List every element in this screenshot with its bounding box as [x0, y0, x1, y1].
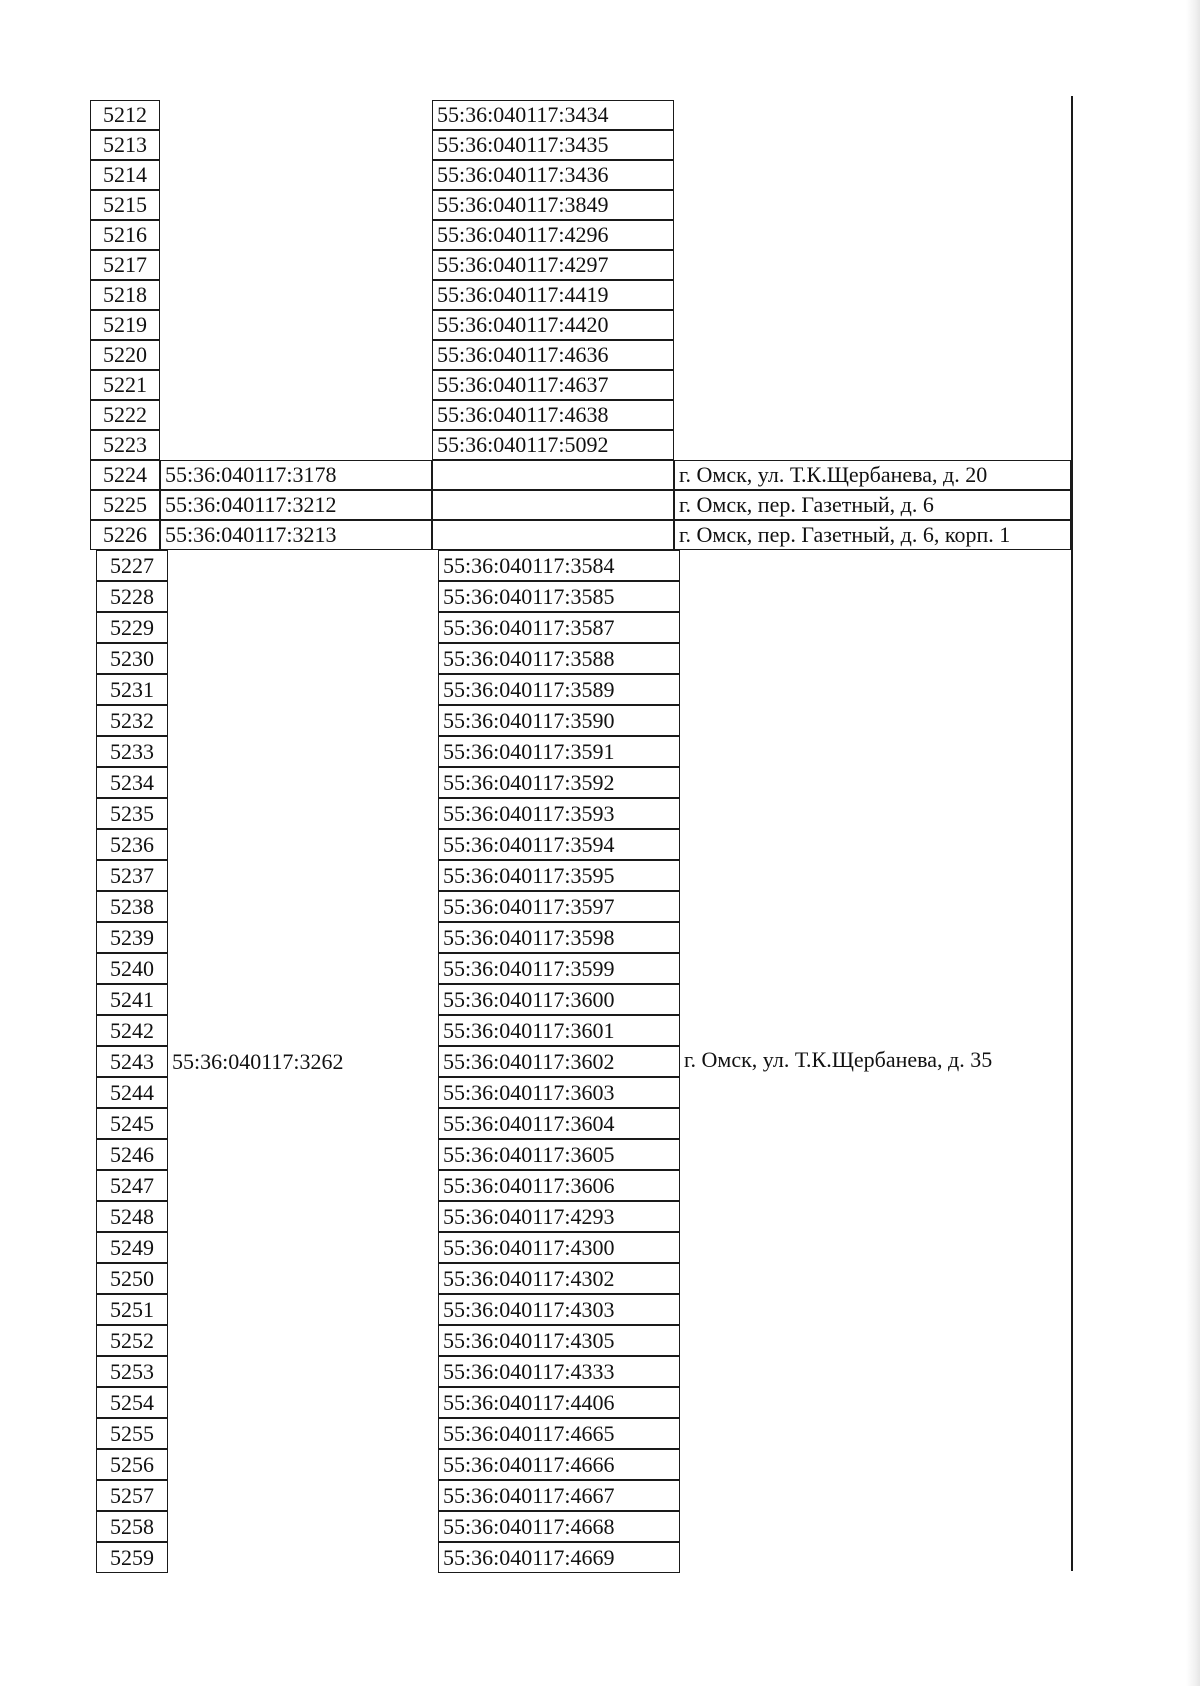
row-number: 5227 — [96, 550, 168, 581]
room-cadastral-id: 55:36:040117:3600 — [438, 984, 680, 1015]
row-number: 5232 — [96, 705, 168, 736]
row-number: 5251 — [96, 1294, 168, 1325]
room-cadastral-id: 55:36:040117:3591 — [438, 736, 680, 767]
room-cadastral-id: 55:36:040117:3593 — [438, 798, 680, 829]
row-number: 5224 — [90, 460, 160, 490]
row-number: 5216 — [90, 220, 160, 250]
address-cell: г. Омск, пер. Газетный, д. 6, корп. 1 — [674, 520, 1071, 550]
row-number: 5233 — [96, 736, 168, 767]
row-number: 5256 — [96, 1449, 168, 1480]
row-number: 5220 — [90, 340, 160, 370]
row-number: 5215 — [90, 190, 160, 220]
room-cadastral-id: 55:36:040117:4666 — [438, 1449, 680, 1480]
row-number: 5237 — [96, 860, 168, 891]
room-cadastral-id: 55:36:040117:4302 — [438, 1263, 680, 1294]
room-cadastral-id: 55:36:040117:4303 — [438, 1294, 680, 1325]
room-cadastral-id: 55:36:040117:3590 — [438, 705, 680, 736]
empty-room-cell — [432, 490, 674, 520]
room-cadastral-id: 55:36:040117:3603 — [438, 1077, 680, 1108]
row-number: 5219 — [90, 310, 160, 340]
room-cadastral-id: 55:36:040117:4637 — [432, 370, 674, 400]
row-number: 5229 — [96, 612, 168, 643]
room-cadastral-id: 55:36:040117:3605 — [438, 1139, 680, 1170]
room-cadastral-id: 55:36:040117:3594 — [438, 829, 680, 860]
room-cadastral-id: 55:36:040117:3599 — [438, 953, 680, 984]
room-cadastral-id: 55:36:040117:4297 — [432, 250, 674, 280]
row-number: 5235 — [96, 798, 168, 829]
row-number: 5258 — [96, 1511, 168, 1542]
room-cadastral-id: 55:36:040117:4665 — [438, 1418, 680, 1449]
row-number: 5249 — [96, 1232, 168, 1263]
row-number: 5250 — [96, 1263, 168, 1294]
row-number: 5248 — [96, 1201, 168, 1232]
room-cadastral-id: 55:36:040117:4419 — [432, 280, 674, 310]
row-number: 5239 — [96, 922, 168, 953]
row-number: 5259 — [96, 1542, 168, 1573]
row-number: 5225 — [90, 490, 160, 520]
room-cadastral-id: 55:36:040117:3589 — [438, 674, 680, 705]
room-cadastral-id: 55:36:040117:3849 — [432, 190, 674, 220]
room-cadastral-id: 55:36:040117:4406 — [438, 1387, 680, 1418]
row-number: 5221 — [90, 370, 160, 400]
row-number: 5228 — [96, 581, 168, 612]
room-cadastral-id: 55:36:040117:4669 — [438, 1542, 680, 1573]
row-number: 5245 — [96, 1108, 168, 1139]
room-cadastral-id: 55:36:040117:4305 — [438, 1325, 680, 1356]
room-cadastral-id: 55:36:040117:4667 — [438, 1480, 680, 1511]
row-number: 5213 — [90, 130, 160, 160]
row-number: 5252 — [96, 1325, 168, 1356]
room-cadastral-id: 55:36:040117:3588 — [438, 643, 680, 674]
row-number: 5240 — [96, 953, 168, 984]
row-number: 5247 — [96, 1170, 168, 1201]
row-number: 5257 — [96, 1480, 168, 1511]
row-number: 5212 — [90, 100, 160, 130]
empty-room-cell — [432, 460, 674, 490]
row-number: 5231 — [96, 674, 168, 705]
room-cadastral-id: 55:36:040117:3435 — [432, 130, 674, 160]
row-number: 5244 — [96, 1077, 168, 1108]
row-number: 5214 — [90, 160, 160, 190]
room-cadastral-id: 55:36:040117:4420 — [432, 310, 674, 340]
building-cadastral-id: 55:36:040117:3262 — [172, 1048, 344, 1074]
row-number: 5242 — [96, 1015, 168, 1046]
row-number: 5230 — [96, 643, 168, 674]
row-number: 5243 — [96, 1046, 168, 1077]
row-number: 5226 — [90, 520, 160, 550]
room-cadastral-id: 55:36:040117:3434 — [432, 100, 674, 130]
room-cadastral-id: 55:36:040117:3602 — [438, 1046, 680, 1077]
building-cadastral-id: 55:36:040117:3212 — [160, 490, 432, 520]
room-cadastral-id: 55:36:040117:4296 — [432, 220, 674, 250]
building-cadastral-id: 55:36:040117:3178 — [160, 460, 432, 490]
row-number: 5217 — [90, 250, 160, 280]
empty-room-cell — [432, 520, 674, 550]
address-cell: г. Омск, ул. Т.К.Щербанева, д. 35 — [684, 1046, 993, 1072]
room-cadastral-id: 55:36:040117:3595 — [438, 860, 680, 891]
room-cadastral-id: 55:36:040117:3598 — [438, 922, 680, 953]
row-number: 5255 — [96, 1418, 168, 1449]
room-cadastral-id: 55:36:040117:5092 — [432, 430, 674, 460]
row-number: 5218 — [90, 280, 160, 310]
row-number: 5223 — [90, 430, 160, 460]
row-number: 5246 — [96, 1139, 168, 1170]
row-number: 5238 — [96, 891, 168, 922]
address-cell: г. Омск, ул. Т.К.Щербанева, д. 20 — [674, 460, 1071, 490]
room-cadastral-id: 55:36:040117:4668 — [438, 1511, 680, 1542]
row-number: 5254 — [96, 1387, 168, 1418]
room-cadastral-id: 55:36:040117:4636 — [432, 340, 674, 370]
row-number: 5234 — [96, 767, 168, 798]
row-number: 5253 — [96, 1356, 168, 1387]
room-cadastral-id: 55:36:040117:3436 — [432, 160, 674, 190]
room-cadastral-id: 55:36:040117:3592 — [438, 767, 680, 798]
room-cadastral-id: 55:36:040117:3585 — [438, 581, 680, 612]
address-cell: г. Омск, пер. Газетный, д. 6 — [674, 490, 1071, 520]
row-number: 5222 — [90, 400, 160, 430]
room-cadastral-id: 55:36:040117:4293 — [438, 1201, 680, 1232]
room-cadastral-id: 55:36:040117:4300 — [438, 1232, 680, 1263]
room-cadastral-id: 55:36:040117:3604 — [438, 1108, 680, 1139]
row-number: 5241 — [96, 984, 168, 1015]
room-cadastral-id: 55:36:040117:3606 — [438, 1170, 680, 1201]
room-cadastral-id: 55:36:040117:4638 — [432, 400, 674, 430]
row-number: 5236 — [96, 829, 168, 860]
building-cadastral-id: 55:36:040117:3213 — [160, 520, 432, 550]
room-cadastral-id: 55:36:040117:3597 — [438, 891, 680, 922]
room-cadastral-id: 55:36:040117:3587 — [438, 612, 680, 643]
room-cadastral-id: 55:36:040117:3584 — [438, 550, 680, 581]
room-cadastral-id: 55:36:040117:3601 — [438, 1015, 680, 1046]
right-border-line — [1071, 96, 1073, 1571]
room-cadastral-id: 55:36:040117:4333 — [438, 1356, 680, 1387]
